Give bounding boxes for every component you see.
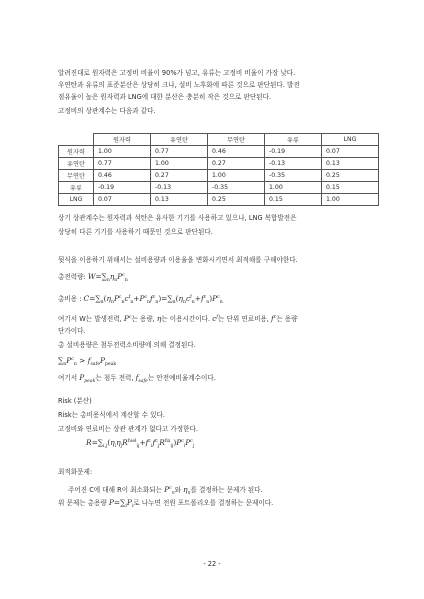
paragraph-line: 여기서 $P_{peak}$는 첨두 전력, $f_{safe}$는 안전예비율계수이다. [58, 373, 216, 384]
paragraph-line: 단가이다. [58, 327, 86, 335]
table-cell: -0.13 [265, 158, 322, 170]
paragraph-line: 점유율이 높은 원자력과 LNG에 대한 분산은 충분히 작은 것으로 판단된다. [58, 93, 272, 101]
table-cell: -0.19 [94, 182, 151, 194]
equation-label: 총비용 : [58, 295, 82, 303]
table-header-row [59, 134, 379, 146]
correlation-table [58, 133, 379, 206]
table-cell: 0.13 [322, 158, 379, 170]
table-row [59, 158, 379, 170]
table-cell: 0.15 [265, 194, 322, 206]
section-title: 최적화문제: [58, 468, 93, 476]
paragraph-line: 여기서 W는 발생전력, $P^c$는 용량, η는 이용시간이다. $c^f$는 단위 연료비용, $f^c$는 용량 [58, 314, 298, 323]
capacity-inequality [58, 354, 376, 371]
paragraph-line: 우연탄과 유류의 표준분산은 상당히 크나, 설비 노후화에 따른 것으로 판단된다. 발전 [58, 81, 300, 89]
table-cell: 0.46 [208, 146, 265, 158]
paragraph-line: 뒷식을 이용하기 위해서는 설비용량과 이용율을 변화시키면서 최적해를 구해야한다. [58, 256, 298, 264]
equation-math: $R=\sum_{i,j}(\eta_i\eta_jR^{fuel}_{ij}+f^c_if^c_jR^{fix}_{ij})P^c_iP^c_j$ [86, 438, 195, 449]
equation-math: $W=\sum_n\eta_nP^c_n$ [87, 272, 128, 283]
row-label: 유연탄 [59, 158, 94, 170]
table-cell: 0.25 [322, 170, 379, 182]
table-cell: -0.35 [265, 170, 322, 182]
paragraph-line: 상기 상관계수는 원자력과 석탄은 유사한 기기를 사용하고 있으나, LNG 복합발전은 [58, 214, 297, 222]
table-cell: -0.13 [151, 182, 208, 194]
table-row [59, 182, 379, 194]
table-row [59, 170, 379, 182]
paragraph-line: 알려진대로 원자력은 고정비 비율이 90%가 넘고, 유류는 고정비 비율이 가장 낮다. [58, 69, 296, 77]
table-cell: 0.25 [208, 194, 265, 206]
table-cell: 1.00 [151, 158, 208, 170]
equation-label: 총전력량: [58, 273, 86, 281]
table-cell: -0.19 [265, 146, 322, 158]
table-cell: 0.15 [322, 182, 379, 194]
table-cell: 0.27 [208, 158, 265, 170]
paragraph-line: 주어진 C에 대해 R이 최소화되는 $P^c_n$와 $\eta_n$를 결정하는 문제가 된다. [68, 485, 263, 496]
paragraph-line: Risk는 총비용식에서 계산할 수 있다. [58, 411, 165, 419]
section-title: Risk (분산) [58, 397, 92, 405]
cost-equation [58, 292, 376, 309]
paragraph-line: 위 문제는 총용량 $P=\sum_iP_i$로 나누면 전원 포트폴리오를 결정하는 문제이다. [58, 498, 274, 509]
paragraph-line: 상당히 다른 기기를 사용하기 때문인 것으로 판단된다. [58, 228, 213, 236]
table-cell: 1.00 [208, 170, 265, 182]
paragraph-line: 총 설비용량은 첨두전력소비량에 의해 결정된다. [58, 341, 196, 349]
risk-equation [86, 436, 404, 453]
table-corner-cell [59, 134, 94, 146]
column-header: 무연탄 [208, 134, 265, 146]
table-cell: 1.00 [94, 146, 151, 158]
table-cell: 1.00 [322, 194, 379, 206]
table-row [59, 146, 379, 158]
column-header: 원자력 [94, 134, 151, 146]
table-cell: 0.77 [94, 158, 151, 170]
column-header: LNG [322, 134, 379, 146]
table-row [59, 194, 379, 206]
table-cell: 1.00 [265, 182, 322, 194]
table-cell: 0.46 [94, 170, 151, 182]
paragraph-line: 고정비와 연료비는 상관 관계가 없다고 가정한다. [58, 425, 198, 433]
row-label: 유류 [59, 182, 94, 194]
table-cell: 0.13 [151, 194, 208, 206]
page-number: - 22 - [203, 560, 221, 568]
table-cell: 0.07 [94, 194, 151, 206]
equation-math: $\sum_nP^c_n > f_{safe}P_{peak}$ [58, 356, 117, 367]
column-header: 유연탄 [151, 134, 208, 146]
table-cell: 0.07 [322, 146, 379, 158]
row-label: LNG [59, 194, 94, 206]
energy-equation [58, 270, 376, 287]
column-header: 유류 [265, 134, 322, 146]
row-label: 원자력 [59, 146, 94, 158]
paragraph-line: 고정비의 상관계수는 다음과 같다. [58, 107, 156, 115]
table-cell: -0.35 [208, 182, 265, 194]
table-cell: 0.77 [151, 146, 208, 158]
equation-math: $C=\sum_n(\eta_nP^c_nc^f_n+P^c_nf^c_n)=\sum_n(\eta_nc^f_n+f^c_n)P^c_n$ [83, 294, 223, 305]
row-label: 무연탄 [59, 170, 94, 182]
table-cell: 0.27 [151, 170, 208, 182]
